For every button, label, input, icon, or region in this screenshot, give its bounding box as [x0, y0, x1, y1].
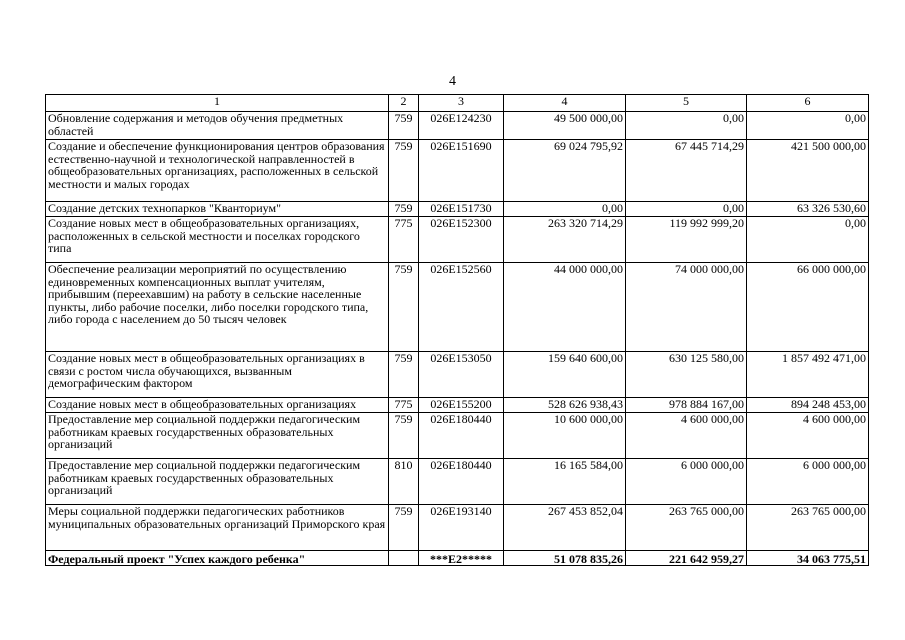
table-row — [46, 398, 869, 413]
row-grbs: 759 — [389, 202, 419, 217]
row-code: ***E2***** — [419, 551, 504, 566]
budget-table — [45, 94, 869, 566]
row-value-4: 16 165 584,00 — [504, 459, 626, 505]
row-value-6: 894 248 453,00 — [747, 398, 869, 413]
page-number: 4 — [449, 74, 456, 89]
row-code: 026E151730 — [419, 202, 504, 217]
column-header-3: 3 — [419, 95, 504, 112]
row-name: Создание новых мест в общеобразовательных организациях — [46, 398, 389, 413]
row-name: Создание детских технопарков "Кванториум" — [46, 202, 389, 217]
row-name: Федеральный проект "Успех каждого ребенка" — [46, 551, 389, 566]
row-value-5: 0,00 — [626, 112, 747, 140]
row-name: Создание новых мест в общеобразовательных организациях в связи с ростом числа обучающихся, вызванным демографическим фактором — [46, 352, 389, 398]
row-name: Обеспечение реализации мероприятий по осуществлению единовременных компенсационных выплат учителям, прибывшим (переехавшим) на работу в сельские населенные пункты, либо рабочие поселки, либо поселки городского типа, либо города с населением до 50 тысяч человек — [46, 263, 389, 352]
row-grbs: 759 — [389, 263, 419, 352]
row-value-5: 221 642 959,27 — [626, 551, 747, 566]
column-header-6: 6 — [747, 95, 869, 112]
row-code: 026E151690 — [419, 140, 504, 202]
row-value-4: 159 640 600,00 — [504, 352, 626, 398]
table-row — [46, 459, 869, 505]
row-code: 026E180440 — [419, 413, 504, 459]
row-value-5: 4 600 000,00 — [626, 413, 747, 459]
row-grbs: 810 — [389, 459, 419, 505]
row-code: 026E193140 — [419, 505, 504, 551]
column-number-row — [46, 95, 869, 112]
row-value-6: 421 500 000,00 — [747, 140, 869, 202]
row-value-6: 6 000 000,00 — [747, 459, 869, 505]
table-row — [46, 413, 869, 459]
row-value-5: 263 765 000,00 — [626, 505, 747, 551]
row-value-4: 44 000 000,00 — [504, 263, 626, 352]
row-grbs: 759 — [389, 352, 419, 398]
row-value-4: 267 453 852,04 — [504, 505, 626, 551]
row-value-5: 119 992 999,20 — [626, 217, 747, 263]
row-grbs: 759 — [389, 413, 419, 459]
column-header-2: 2 — [389, 95, 419, 112]
column-header-4: 4 — [504, 95, 626, 112]
row-grbs: 775 — [389, 217, 419, 263]
row-value-6: 0,00 — [747, 112, 869, 140]
row-value-5: 74 000 000,00 — [626, 263, 747, 352]
row-grbs — [389, 551, 419, 566]
row-value-6: 0,00 — [747, 217, 869, 263]
row-code: 026E152300 — [419, 217, 504, 263]
table-row — [46, 263, 869, 352]
row-code: 026E155200 — [419, 398, 504, 413]
row-grbs: 775 — [389, 398, 419, 413]
row-name: Создание новых мест в общеобразовательных организациях, расположенных в сельской местности и поселках городского типа — [46, 217, 389, 263]
row-name: Создание и обеспечение функционирования центров образования естественно-научной и технологической направленностей в общеобразовательных организациях, расположенных в сельской местности и малых городах — [46, 140, 389, 202]
table-row — [46, 112, 869, 140]
row-name: Обновление содержания и методов обучения предметных областей — [46, 112, 389, 140]
row-grbs: 759 — [389, 140, 419, 202]
row-value-4: 49 500 000,00 — [504, 112, 626, 140]
row-value-4: 263 320 714,29 — [504, 217, 626, 263]
row-code: 026E153050 — [419, 352, 504, 398]
row-value-5: 6 000 000,00 — [626, 459, 747, 505]
row-name: Предоставление мер социальной поддержки педагогическим работникам краевых государственных образовательных организаций — [46, 413, 389, 459]
row-value-6: 1 857 492 471,00 — [747, 352, 869, 398]
row-value-6: 34 063 775,51 — [747, 551, 869, 566]
row-code: 026E152560 — [419, 263, 504, 352]
row-value-4: 0,00 — [504, 202, 626, 217]
row-value-6: 63 326 530,60 — [747, 202, 869, 217]
row-name: Предоставление мер социальной поддержки педагогическим работникам краевых государственных образовательных организаций — [46, 459, 389, 505]
row-code: 026E180440 — [419, 459, 504, 505]
row-name: Меры социальной поддержки педагогических работников муниципальных образовательных организаций Приморского края — [46, 505, 389, 551]
row-value-6: 66 000 000,00 — [747, 263, 869, 352]
row-value-5: 978 884 167,00 — [626, 398, 747, 413]
table-row — [46, 140, 869, 202]
row-value-4: 69 024 795,92 — [504, 140, 626, 202]
row-value-4: 51 078 835,26 — [504, 551, 626, 566]
row-grbs: 759 — [389, 505, 419, 551]
column-header-1: 1 — [46, 95, 389, 112]
row-value-5: 67 445 714,29 — [626, 140, 747, 202]
row-value-4: 528 626 938,43 — [504, 398, 626, 413]
table-row — [46, 505, 869, 551]
row-value-4: 10 600 000,00 — [504, 413, 626, 459]
table-row — [46, 217, 869, 263]
row-code: 026E124230 — [419, 112, 504, 140]
row-value-6: 263 765 000,00 — [747, 505, 869, 551]
row-value-5: 0,00 — [626, 202, 747, 217]
table-row — [46, 352, 869, 398]
row-value-6: 4 600 000,00 — [747, 413, 869, 459]
total-row — [46, 551, 869, 566]
row-value-5: 630 125 580,00 — [626, 352, 747, 398]
row-grbs: 759 — [389, 112, 419, 140]
column-header-5: 5 — [626, 95, 747, 112]
table-row — [46, 202, 869, 217]
